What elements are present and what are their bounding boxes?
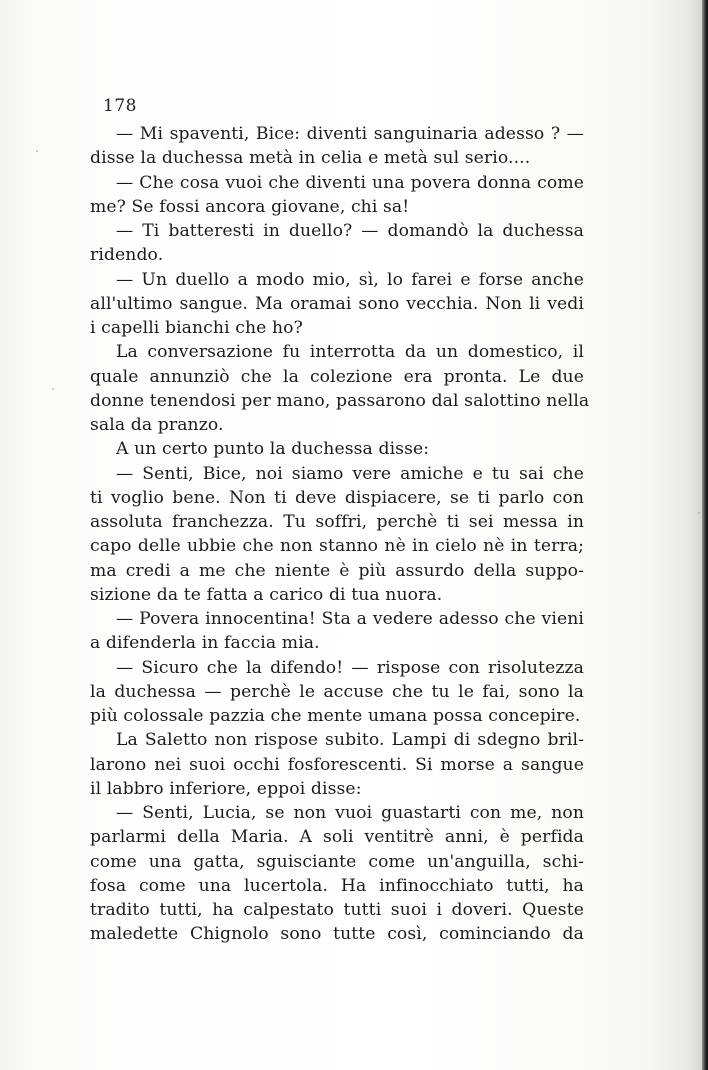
text-line: A un certo punto la duchessa disse: xyxy=(116,439,430,460)
text-line: — Un duello a modo mio, sì, lo farei e forse anche xyxy=(116,269,584,290)
text-line: — Povera innocentina! Sta a vedere adesso che vieni xyxy=(116,609,584,629)
text-line: donne tenendosi per mano, passarono dal salottino nella xyxy=(90,390,590,411)
text-line: larono nei suoi occhi fosforescenti. Si morse a sangue xyxy=(90,754,584,775)
scan-speck xyxy=(698,512,700,514)
text-line: — Senti, Lucia, se non vuoi guastarti con me, non xyxy=(116,803,584,823)
text-line: — Senti, Bice, noi siamo vere amiche e tu sai che xyxy=(116,463,584,484)
text-line: quale annunziò che la colezione era pronta. Le due xyxy=(90,366,584,387)
text-line: disse la duchessa metà in celia e metà sul serio.... xyxy=(90,148,531,169)
text-line: la duchessa — perchè le accuse che tu le fai, sono la xyxy=(90,681,584,702)
text-line: ridendo. xyxy=(90,245,164,266)
text-line: ma credi a me che niente è più assurdo della suppo- xyxy=(90,560,584,581)
text-line: sizione da te fatta a carico di tua nuora. xyxy=(90,584,443,605)
text-line: — Sicuro che la difendo! — rispose con risolutezza xyxy=(116,657,584,678)
text-line: a difenderla in faccia mia. xyxy=(90,633,320,654)
text-line: tradito tutti, ha calpestato tutti suoi i doveri. Queste xyxy=(90,900,584,920)
text-line: — Ti batteresti in duello? — domandò la duchessa xyxy=(116,221,584,241)
text-line: capo delle ubbie che non stanno nè in cielo nè in terra; xyxy=(90,536,584,557)
text-line: La Saletto non rispose subito. Lampi di sdegno bril- xyxy=(116,730,584,751)
text-line: come una gatta, sguisciante come un'anguilla, schi- xyxy=(90,851,584,872)
scan-speck xyxy=(36,150,38,152)
text-line: più colossale pazzia che mente umana possa concepire. xyxy=(90,706,581,726)
text-line: il labbro inferiore, eppoi disse: xyxy=(90,778,362,799)
text-line: sala da pranzo. xyxy=(90,415,224,435)
text-line: all'ultimo sangue. Ma oramai sono vecchia. Non li vedi xyxy=(90,293,584,314)
scan-speck xyxy=(52,388,54,390)
text-line: maledette Chignolo sono tutte così, cominciando da xyxy=(90,924,584,945)
text-line: parlarmi della Maria. A soli ventitrè anni, è perfida xyxy=(90,827,584,848)
text-line: assoluta franchezza. Tu soffri, perchè ti sei messa in xyxy=(90,512,584,532)
text-line: — Mi spaventi, Bice: diventi sanguinaria adesso ? — xyxy=(116,124,584,144)
page-binding-edge xyxy=(702,0,708,1070)
text-line: ti voglio bene. Non ti deve dispiacere, se ti parlo con xyxy=(90,487,584,508)
text-line: La conversazione fu interrotta da un domestico, il xyxy=(116,342,584,363)
text-line: fosa come una lucertola. Ha infinocchiato tutti, ha xyxy=(90,875,584,896)
text-line: — Che cosa vuoi che diventi una povera donna come xyxy=(116,172,584,193)
page-number: 178 xyxy=(103,96,137,116)
text-line: i capelli bianchi che ho? xyxy=(90,318,303,338)
text-line: me? Se fossi ancora giovane, chi sa! xyxy=(90,196,410,217)
body-text xyxy=(90,122,590,947)
